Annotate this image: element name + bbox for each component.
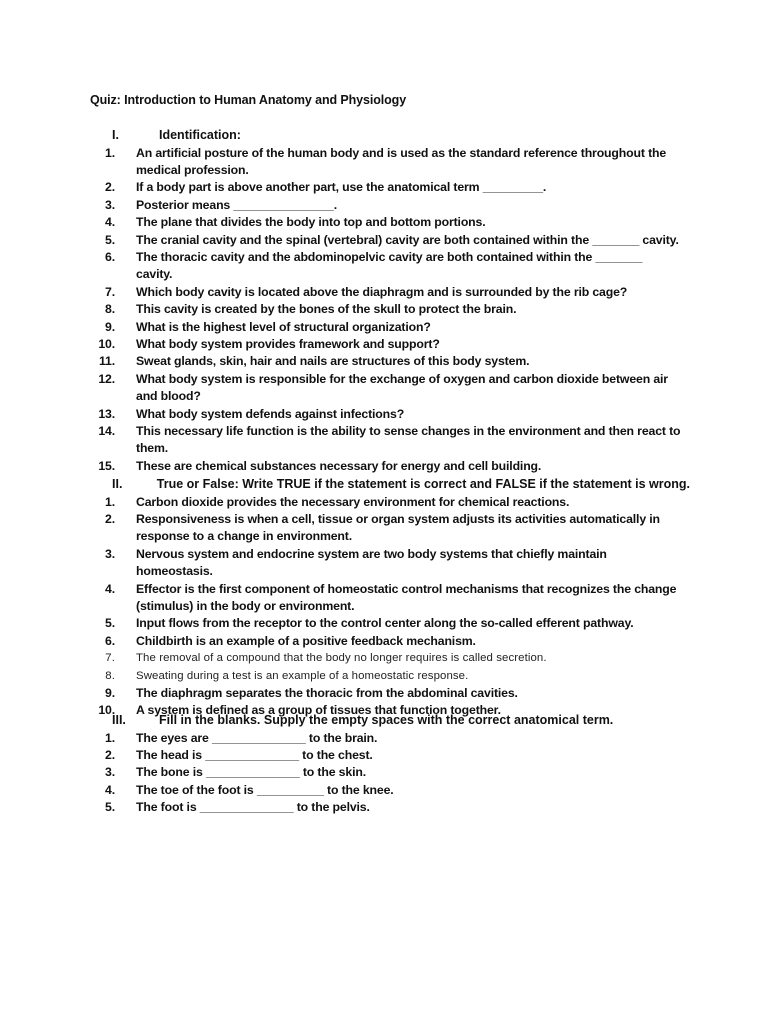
section-identification (90, 127, 690, 475)
section-heading: Identification: (159, 128, 241, 142)
question-text: The head is ______________ to the chest. (136, 747, 373, 762)
question-item (90, 668, 690, 685)
question-item (90, 747, 690, 764)
question-item (90, 423, 690, 458)
question-number: 3. (105, 765, 115, 780)
question-number: 4. (105, 215, 115, 230)
question-text: This cavity is created by the bones of the skull to protect the brain. (136, 302, 517, 317)
section-true-or-false (90, 476, 690, 720)
question-number: 9. (105, 685, 115, 700)
question-number: 2. (105, 511, 115, 526)
section-fill-in-the-blanks (90, 712, 690, 817)
question-item (90, 232, 690, 249)
question-text: Effector is the first component of homeostatic control mechanisms that recognizes the change (stimulus) in the body or environment. (136, 581, 677, 613)
question-item (90, 336, 690, 353)
question-text: The foot is ______________ to the pelvis. (136, 800, 370, 815)
question-text: What body system is responsible for the exchange of oxygen and carbon dioxide between air and blood? (136, 371, 668, 404)
question-item (90, 730, 690, 747)
question-number: 7. (105, 652, 115, 665)
section-numeral: I. (112, 128, 119, 142)
page-title: Quiz: Introduction to Human Anatomy and Physiology (90, 93, 407, 107)
question-text: The eyes are ______________ to the brain. (136, 730, 378, 745)
question-item (90, 179, 690, 196)
section-header (90, 127, 690, 145)
question-number: 8. (105, 302, 115, 317)
question-number: 5. (105, 232, 115, 247)
question-text: If a body part is above another part, use the anatomical term _________. (136, 180, 547, 195)
question-number: 4. (105, 581, 115, 596)
question-number: 15. (98, 458, 115, 473)
question-item (90, 214, 690, 231)
question-number: 13. (98, 406, 115, 421)
section-numeral: II. (112, 477, 123, 491)
question-number: 7. (105, 284, 115, 299)
question-item (90, 353, 690, 370)
question-number: 1. (105, 145, 115, 160)
question-text: The cranial cavity and the spinal (vertebral) cavity are both contained within the _______ cavity. (136, 232, 679, 247)
question-text: Posterior means _______________. (136, 197, 337, 212)
question-item (90, 511, 690, 546)
question-list (90, 494, 690, 720)
question-text: The plane that divides the body into top and bottom portions. (136, 215, 486, 230)
question-item (90, 371, 690, 406)
question-number: 12. (98, 371, 115, 386)
question-item (90, 546, 690, 581)
question-text: The toe of the foot is __________ to the knee. (136, 782, 394, 797)
question-number: 3. (105, 197, 115, 212)
question-text: Childbirth is an example of a positive feedback mechanism. (136, 633, 476, 648)
question-item (90, 799, 690, 816)
question-number: 10. (98, 336, 115, 351)
question-number: 10. (98, 703, 115, 718)
question-item (90, 494, 690, 511)
question-item (90, 406, 690, 423)
question-list (90, 730, 690, 817)
question-number: 8. (105, 669, 115, 682)
question-text: Input flows from the receptor to the control center along the so-called efferent pathway. (136, 616, 634, 631)
question-text: What body system provides framework and support? (136, 336, 440, 351)
question-item (90, 145, 690, 180)
question-item (90, 301, 690, 318)
section-heading: Fill in the blanks. Supply the empty spaces with the correct anatomical term. (159, 713, 614, 727)
question-item (90, 764, 690, 781)
question-number: 3. (105, 546, 115, 561)
question-number: 1. (105, 494, 115, 509)
question-text: A system is defined as a group of tissues that function together. (136, 703, 501, 718)
question-text: Which body cavity is located above the diaphragm and is surrounded by the rib cage? (136, 284, 628, 299)
question-number: 14. (98, 424, 115, 438)
question-number: 9. (105, 319, 115, 334)
question-item (90, 319, 690, 336)
question-text: The removal of a compound that the body no longer requires is called secretion. (136, 652, 547, 665)
question-text: The diaphragm separates the thoracic from the abdominal cavities. (136, 685, 518, 700)
section-numeral: III. (112, 713, 126, 727)
question-text: These are chemical substances necessary for energy and cell building. (136, 458, 542, 473)
question-number: 5. (105, 616, 115, 631)
question-number: 5. (105, 800, 115, 815)
question-number: 11. (99, 354, 115, 369)
question-list (90, 145, 690, 476)
question-text: This necessary life function is the ability to sense changes in the environment and then react to them. (136, 424, 681, 456)
section-header (90, 712, 690, 730)
question-item (90, 249, 690, 284)
question-number: 6. (105, 249, 115, 264)
question-text: Sweat glands, skin, hair and nails are structures of this body system. (136, 354, 530, 369)
question-number: 6. (105, 633, 115, 648)
question-text: What body system defends against infections? (136, 406, 405, 421)
question-item (90, 197, 690, 214)
question-text: The bone is ______________ to the skin. (136, 765, 366, 780)
question-text: The thoracic cavity and the abdominopelvic cavity are both contained within the _______ cavity. (136, 249, 643, 282)
question-text: What is the highest level of structural organization? (136, 319, 431, 334)
question-number: 4. (105, 782, 115, 797)
question-item (90, 782, 690, 799)
question-number: 2. (105, 747, 115, 762)
question-text: An artificial posture of the human body and is used as the standard reference throughout the medical profession. (136, 145, 667, 177)
section-header (90, 476, 690, 494)
question-text: Nervous system and endocrine system are two body systems that chiefly maintain homeostasis. (136, 546, 607, 579)
question-text: Responsiveness is when a cell, tissue or organ system adjusts its activities automatically in response to a change in environment. (136, 511, 660, 544)
question-number: 1. (105, 730, 115, 745)
question-item (90, 615, 690, 632)
question-item (90, 633, 690, 650)
question-item (90, 284, 690, 301)
question-item (90, 458, 690, 475)
section-heading: True or False: Write TRUE if the statement is correct and FALSE if the statement is wrong. (156, 477, 690, 491)
question-text: Sweating during a test is an example of a homeostatic response. (136, 669, 469, 682)
question-text: Carbon dioxide provides the necessary environment for chemical reactions. (136, 494, 570, 509)
question-item (90, 581, 690, 616)
question-item (90, 685, 690, 702)
question-item (90, 650, 690, 667)
question-number: 2. (105, 180, 115, 195)
